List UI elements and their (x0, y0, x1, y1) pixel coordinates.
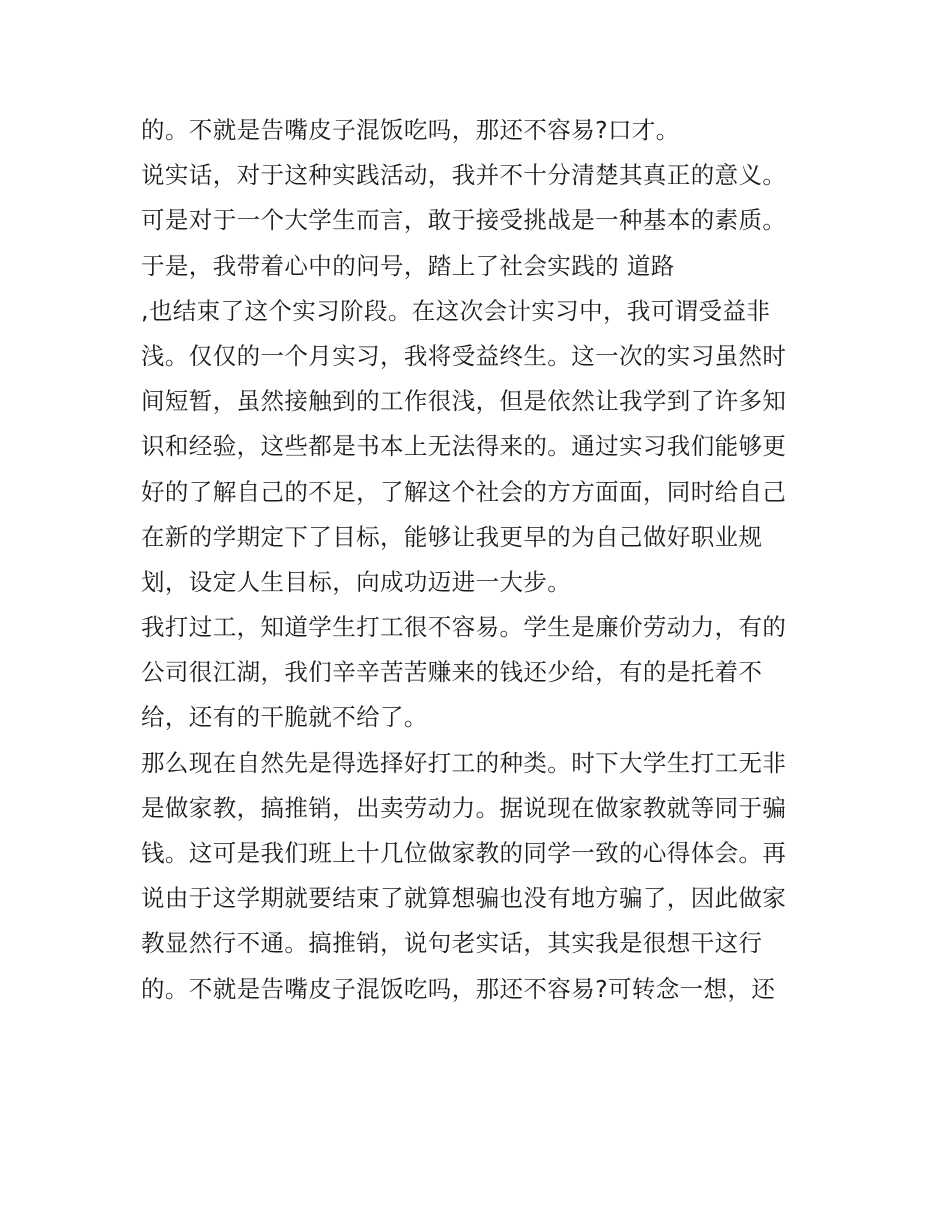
text-line: 可是对于一个大学生而言，敢于接受挑战是一种基本的素质。 (141, 206, 787, 235)
text-line: 给，还有的干脆就不给了。 (141, 703, 428, 732)
text-line: 公司很江湖，我们辛辛苦苦赚来的钱还少给，有的是托着不 (141, 658, 763, 687)
text-line: 我打过工，知道学生打工很不容易。学生是廉价劳动力，有的 (141, 613, 787, 642)
text-line: 于是，我带着心中的问号，踏上了社会实践的 道路 (141, 251, 675, 280)
text-line: 好的了解自己的不足，了解这个社会的方方面面，同时给自己 (141, 477, 787, 506)
text-line: 是做家教，搞推销，出卖劳动力。据说现在做家教就等同于骗 (141, 793, 787, 822)
text-line: ,也结束了这个实习阶段。在这次会计实习中，我可谓受益非 (141, 296, 771, 325)
text-line: 说实话，对于这种实践活动，我并不十分清楚其真正的意义。 (141, 161, 787, 190)
text-line: 识和经验，这些都是书本上无法得来的。通过实习我们能够更 (141, 432, 787, 461)
text-line: 那么现在自然先是得选择好打工的种类。时下大学生打工无非 (141, 748, 787, 777)
text-line: 在新的学期定下了目标，能够让我更早的为自己做好职业规 (141, 522, 763, 551)
document-text-body (141, 108, 841, 1012)
text-line: 的。不就是告嘴皮子混饭吃吗，那还不容易?口才。 (141, 116, 680, 144)
text-line: 教显然行不通。搞推销，说句老实话，其实我是很想干这行 (141, 929, 763, 958)
text-line: 钱。这可是我们班上十几位做家教的同学一致的心得体会。再 (141, 839, 787, 867)
text-line: 浅。仅仅的一个月实习，我将受益终生。这一次的实习虽然时 (141, 341, 787, 370)
text-line: 说由于这学期就要结束了就算想骗也没有地方骗了，因此做家 (141, 884, 787, 913)
text-line: 划，设定人生目标，向成功迈进一大步。 (141, 567, 572, 596)
text-line: 的。不就是告嘴皮子混饭吃吗，那还不容易?可转念一想，还 (141, 974, 776, 1003)
text-line: 间短暂，虽然接触到的工作很浅，但是依然让我学到了许多知 (141, 387, 787, 416)
